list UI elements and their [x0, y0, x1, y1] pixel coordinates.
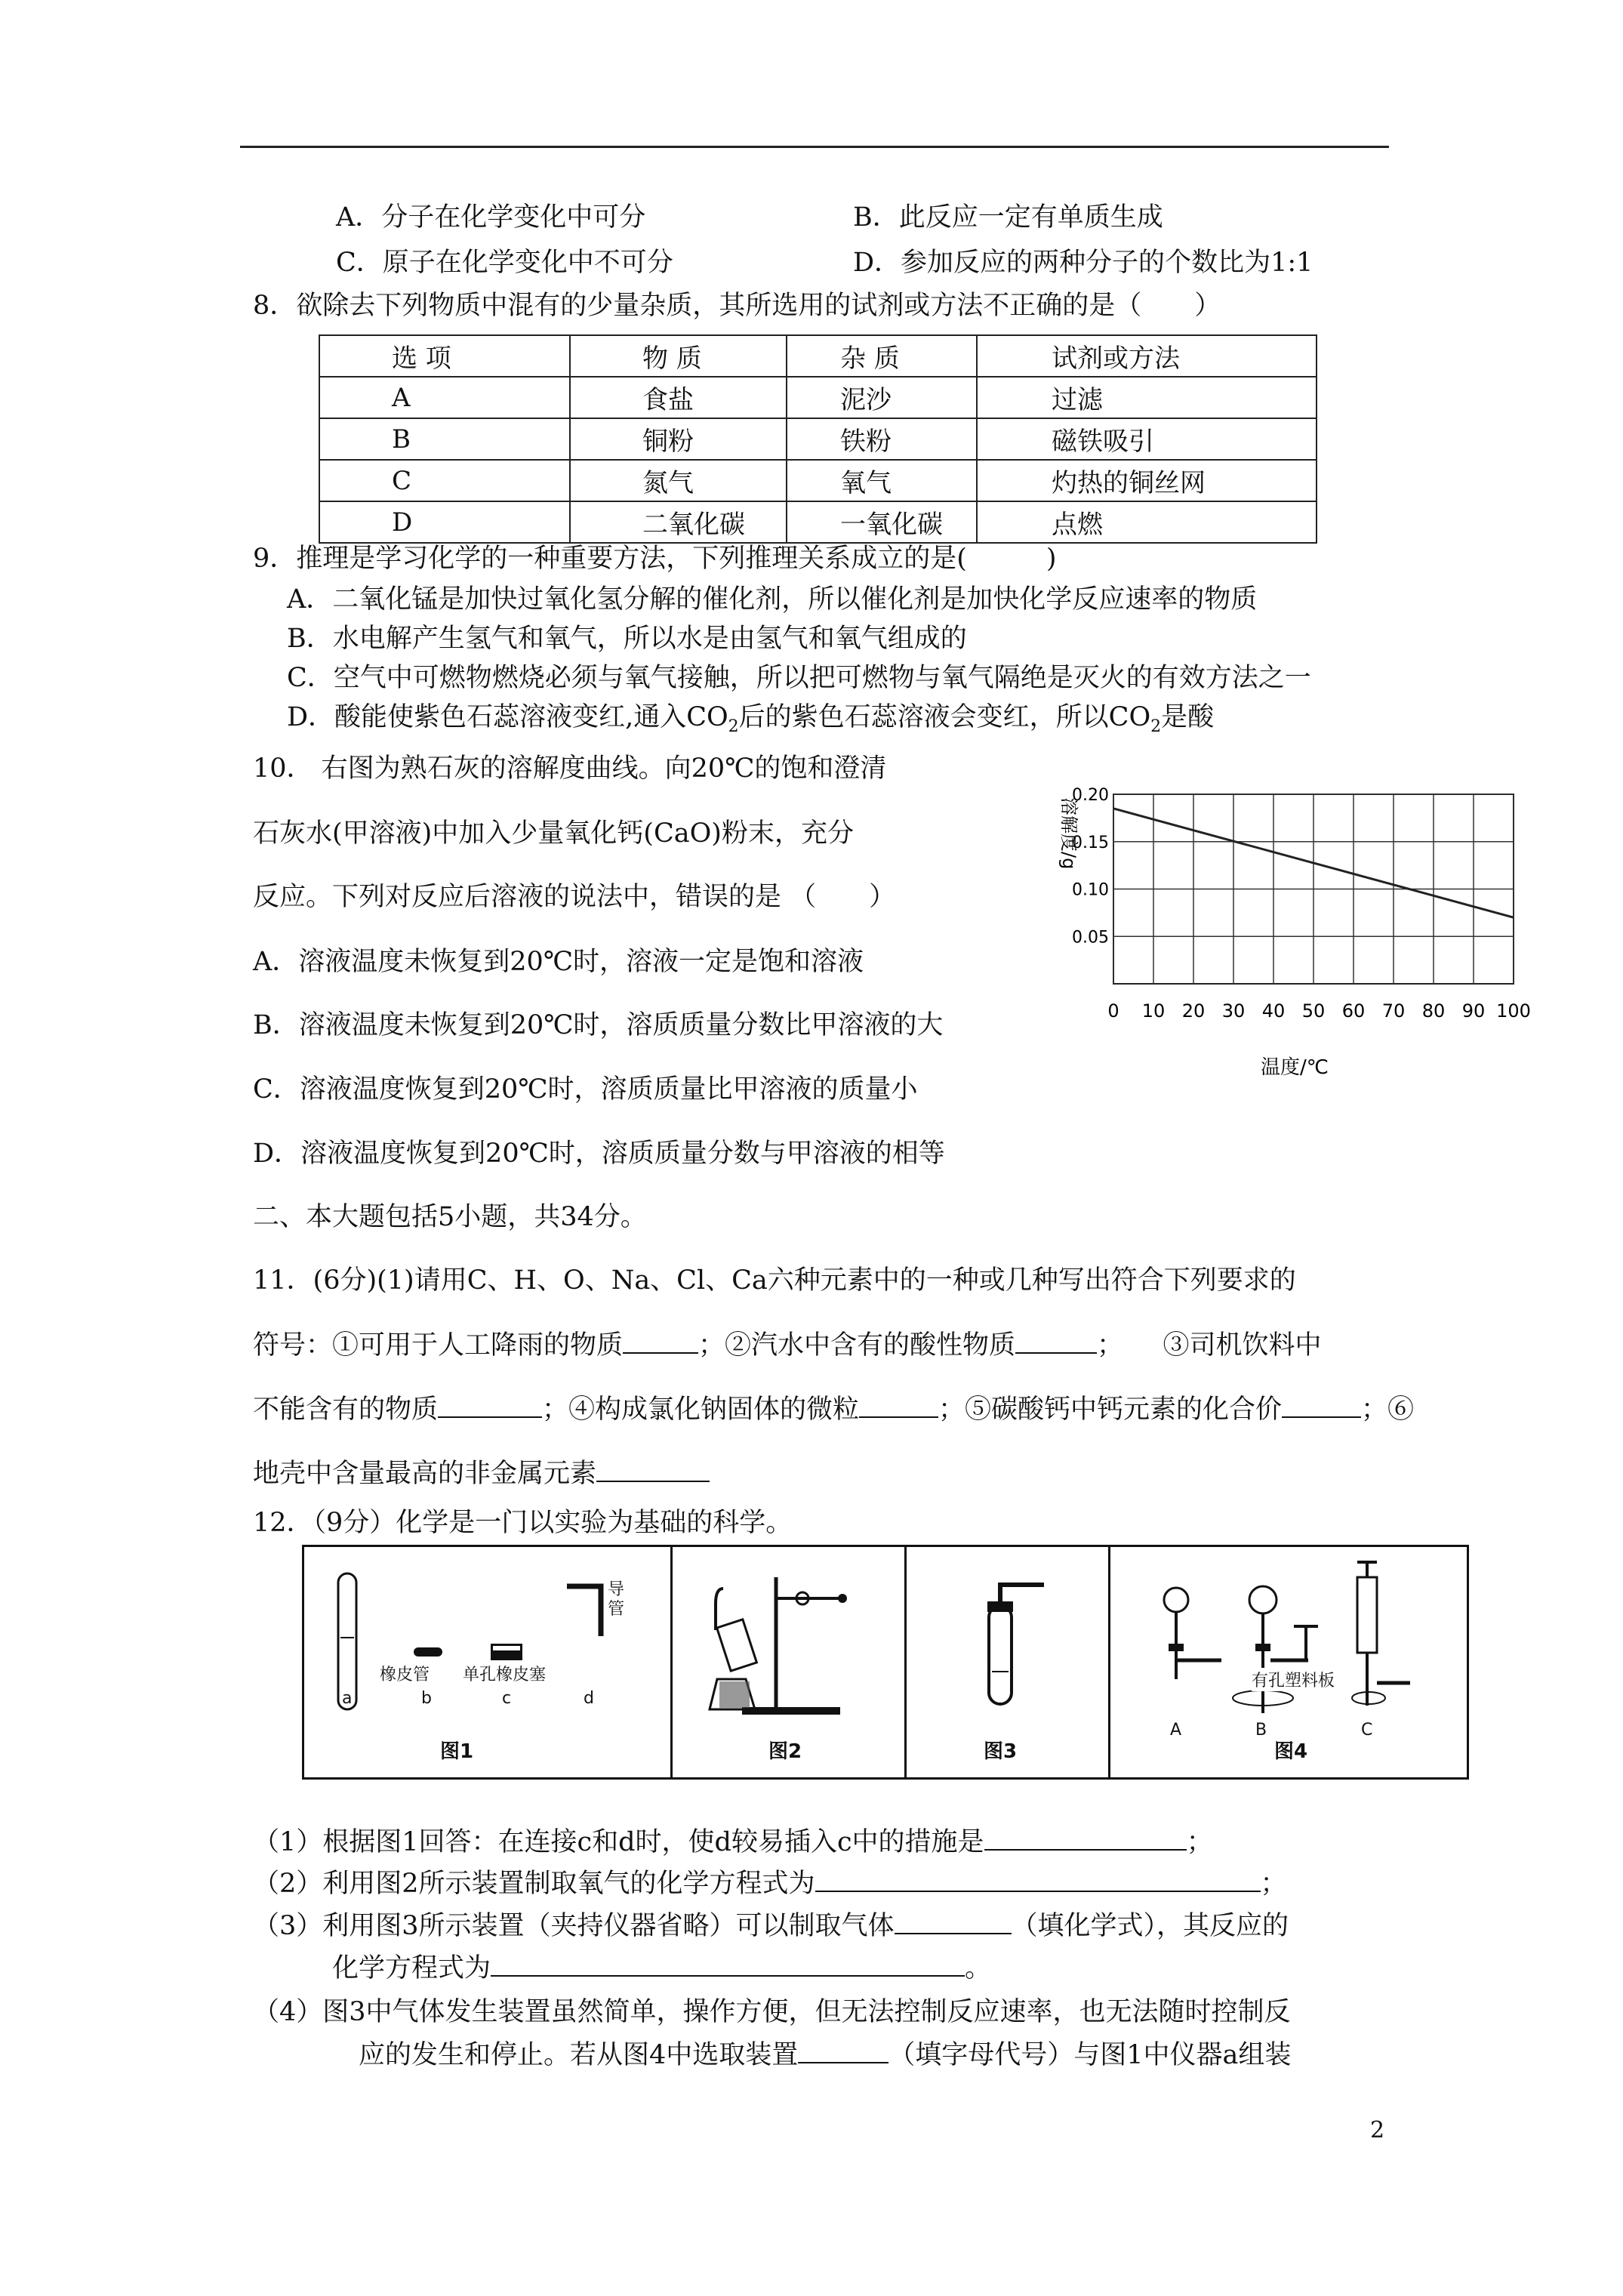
table-row	[319, 501, 1317, 543]
q10-option-a: A．溶液温度未恢复到20℃时，溶液一定是饱和溶液	[253, 947, 864, 977]
q11-line2	[253, 1329, 1322, 1362]
q12-part-4: （4）图3中气体发生装置虽然简单，操作方便，但无法控制反应速率，也无法随时控制反	[253, 1997, 1291, 2027]
q12-part-1	[253, 1826, 1213, 1859]
q9-option-d	[287, 701, 1214, 744]
y-tick-label: 0.20	[1072, 786, 1109, 805]
table-row	[319, 418, 1317, 460]
answer-blank[interactable]	[798, 2039, 888, 2063]
answer-blank[interactable]	[623, 1330, 698, 1354]
q12-text: （2）利用图2所示装置制取氧气的化学方程式为	[253, 1869, 815, 1899]
table-header-cell: 选 项	[319, 335, 570, 377]
table-cell: 食盐	[570, 377, 787, 418]
figure-1-caption: 图1	[440, 1740, 474, 1763]
q9-stem: 9．推理是学习化学的一种重要方法，下列推理关系成立的是( )	[253, 544, 1057, 574]
q12-text: 化学方程式为	[332, 1953, 491, 1983]
apparatus-figure	[302, 1545, 1469, 1780]
q11-text: ；②汽水中含有的酸性物质	[698, 1330, 1016, 1361]
q11-text: ；⑥	[1361, 1395, 1415, 1425]
figure-3	[904, 1547, 1110, 1777]
y-tick-label: 0.15	[1072, 833, 1109, 852]
q10-option-c: C．溶液温度恢复到20℃时，溶质质量比甲溶液的质量小	[253, 1074, 918, 1105]
q9-option-d-text: 是酸	[1161, 702, 1215, 732]
stopper-label: 单孔橡皮塞	[463, 1666, 547, 1684]
table-header-cell: 物 质	[570, 335, 787, 377]
q11-text: ；④构成氯化钠固体的微粒	[542, 1395, 860, 1425]
x-tick-label: 30	[1221, 1000, 1246, 1022]
y-tick-label: 0.10	[1072, 880, 1109, 900]
q12-text: （填化学式），其反应的	[1011, 1911, 1289, 1941]
q9-option-b: B．水电解产生氢气和氧气，所以水是由氢气和氧气组成的	[287, 624, 967, 654]
label-a: a	[342, 1689, 353, 1708]
q10-option-b: B．溶液温度未恢复到20℃时，溶质质量分数比甲溶液的大	[253, 1010, 944, 1040]
q12-stem: 12．（9分）化学是一门以实验为基础的科学。	[253, 1508, 793, 1538]
q9-option-c: C．空气中可燃物燃烧必须与氧气接触，所以把可燃物与氧气隔绝是灭火的有效方法之一	[287, 663, 1311, 693]
q8-stem: 8．欲除去下列物质中混有的少量杂质，其所选用的试剂或方法不正确的是（ ）	[253, 291, 1221, 321]
q12-part-3	[253, 1909, 1289, 1943]
answer-blank[interactable]	[1282, 1394, 1361, 1418]
table-header-cell: 杂 质	[787, 335, 977, 377]
table-cell: D	[319, 501, 570, 543]
q10-line3: 反应。下列对反应后溶液的说法中，错误的是 （ ）	[253, 882, 896, 912]
figure-2	[670, 1547, 907, 1777]
table-cell: 氧气	[787, 460, 977, 501]
answer-blank[interactable]	[438, 1394, 542, 1418]
x-tick-label: 0	[1107, 1000, 1119, 1022]
table-cell: 铜粉	[570, 418, 787, 460]
table-cell: 点燃	[977, 501, 1317, 543]
figure-2-caption: 图2	[768, 1740, 802, 1763]
answer-blank[interactable]	[984, 1826, 1187, 1851]
figure-1	[304, 1547, 673, 1777]
q12-text: （3）利用图3所示装置（夹持仪器省略）可以制取气体	[253, 1911, 895, 1941]
table-cell: 泥沙	[787, 377, 977, 418]
q10-line1: 10． 右图为熟石灰的溶解度曲线。向20℃的饱和澄清	[253, 754, 887, 784]
q9-option-d-text: 后的紫色石蕊溶液会变红，所以CO	[738, 702, 1151, 732]
q10-option-d: D．溶液温度恢复到20℃时，溶质质量分数与甲溶液的相等	[253, 1139, 945, 1169]
solubility-chart	[1042, 778, 1540, 1080]
x-tick-label: 10	[1141, 1000, 1166, 1022]
x-tick-label: 40	[1261, 1000, 1286, 1022]
q12-part-4-cont	[359, 2039, 1291, 2072]
q12-text: 应的发生和停止。若从图4中选取装置	[359, 2040, 799, 2070]
answer-blank[interactable]	[859, 1394, 938, 1418]
q12-text: 。	[965, 1953, 992, 1983]
header-rule	[240, 146, 1389, 148]
section-title: 二、本大题包括5小题，共34分。	[253, 1202, 647, 1232]
q8-table	[319, 334, 1317, 544]
answer-blank[interactable]	[491, 1952, 965, 1977]
q12-text: ；	[1260, 1869, 1287, 1899]
page-number: 2	[1370, 2117, 1385, 2143]
x-tick-label: 80	[1421, 1000, 1446, 1022]
q12-part-2	[253, 1867, 1287, 1900]
q11-line3	[253, 1393, 1414, 1426]
x-tick-label: 90	[1461, 1000, 1486, 1022]
q11-text: 不能含有的物质	[253, 1395, 439, 1425]
chart-grid	[1113, 794, 1514, 984]
table-cell: 一氧化碳	[787, 501, 977, 543]
q9-option-a: A．二氧化锰是加快过氧化氢分解的催化剂，所以催化剂是加快化学反应速率的物质	[287, 584, 1258, 615]
answer-blank[interactable]	[815, 1868, 1261, 1892]
q9-option-d-text: D．酸能使紫色石蕊溶液变红,通入CO	[287, 702, 728, 732]
answer-blank[interactable]	[596, 1458, 710, 1482]
table-cell: 磁铁吸引	[977, 418, 1317, 460]
y-tick-label: 0.05	[1072, 928, 1109, 948]
label-B: B	[1255, 1721, 1267, 1740]
table-row	[319, 460, 1317, 501]
q12-part-3-cont	[332, 1952, 991, 1985]
x-tick-label: 100	[1496, 1000, 1531, 1022]
conduit-label: 导管	[608, 1580, 625, 1619]
x-tick-label: 50	[1301, 1000, 1326, 1022]
table-cell: 过滤	[977, 377, 1317, 418]
table-cell: 氮气	[570, 460, 787, 501]
q12-text: ；	[1186, 1827, 1213, 1857]
table-cell: 二氧化碳	[570, 501, 787, 543]
q7-option-a: A．分子在化学变化中可分	[336, 202, 646, 233]
q11-line4	[253, 1457, 710, 1490]
figure-3-caption: 图3	[984, 1740, 1018, 1763]
q11-line1: 11．(6分)(1)请用C、H、O、Na、Cl、Ca六种元素中的一种或几种写出符合下列要求的	[253, 1265, 1296, 1296]
answer-blank[interactable]	[895, 1910, 1012, 1934]
label-b: b	[421, 1689, 432, 1708]
table-cell: A	[319, 377, 570, 418]
table-cell: C	[319, 460, 570, 501]
q12-text: （1）根据图1回答：在连接c和d时，使d较易插入c中的措施是	[253, 1827, 984, 1857]
label-d: d	[584, 1689, 594, 1708]
q11-text: 地壳中含量最高的非金属元素	[253, 1459, 597, 1489]
table-cell: B	[319, 418, 570, 460]
table-header-cell: 试剂或方法	[977, 335, 1317, 377]
plastic-plate-label: 有孔塑料板	[1252, 1668, 1335, 1691]
subscript: 2	[1150, 717, 1162, 736]
q10-line2: 石灰水(甲溶液)中加入少量氧化钙(CaO)粉末，充分	[253, 818, 854, 849]
q11-text: ； ③司机饮料中	[1097, 1330, 1322, 1361]
x-tick-label: 70	[1381, 1000, 1406, 1022]
q7-option-b: B．此反应一定有单质生成	[853, 202, 1163, 233]
x-tick-label: 60	[1341, 1000, 1366, 1022]
rubber-tube-label: 橡皮管	[380, 1666, 430, 1684]
label-A: A	[1170, 1721, 1182, 1740]
label-c: c	[502, 1689, 512, 1708]
y-axis-label: 溶解度/g	[1058, 797, 1079, 870]
label-C: C	[1361, 1721, 1373, 1740]
x-tick-label: 20	[1181, 1000, 1206, 1022]
q7-option-c: C．原子在化学变化中不可分	[336, 248, 673, 278]
x-axis-label: 温度/℃	[1261, 1056, 1329, 1079]
figure-4-caption: 图4	[1274, 1740, 1308, 1763]
q7-option-d: D．参加反应的两种分子的个数比为1:1	[853, 248, 1313, 278]
q11-text: 符号：①可用于人工降雨的物质	[253, 1330, 624, 1361]
figure-4	[1108, 1547, 1467, 1777]
table-header-row	[319, 335, 1317, 377]
table-cell: 铁粉	[787, 418, 977, 460]
table-row	[319, 377, 1317, 418]
table-cell: 灼热的铜丝网	[977, 460, 1317, 501]
q11-text: ；⑤碳酸钙中钙元素的化合价	[938, 1395, 1283, 1425]
answer-blank[interactable]	[1015, 1330, 1097, 1354]
q12-text: （填字母代号）与图1中仪器a组装	[888, 2040, 1292, 2070]
subscript: 2	[728, 717, 739, 736]
